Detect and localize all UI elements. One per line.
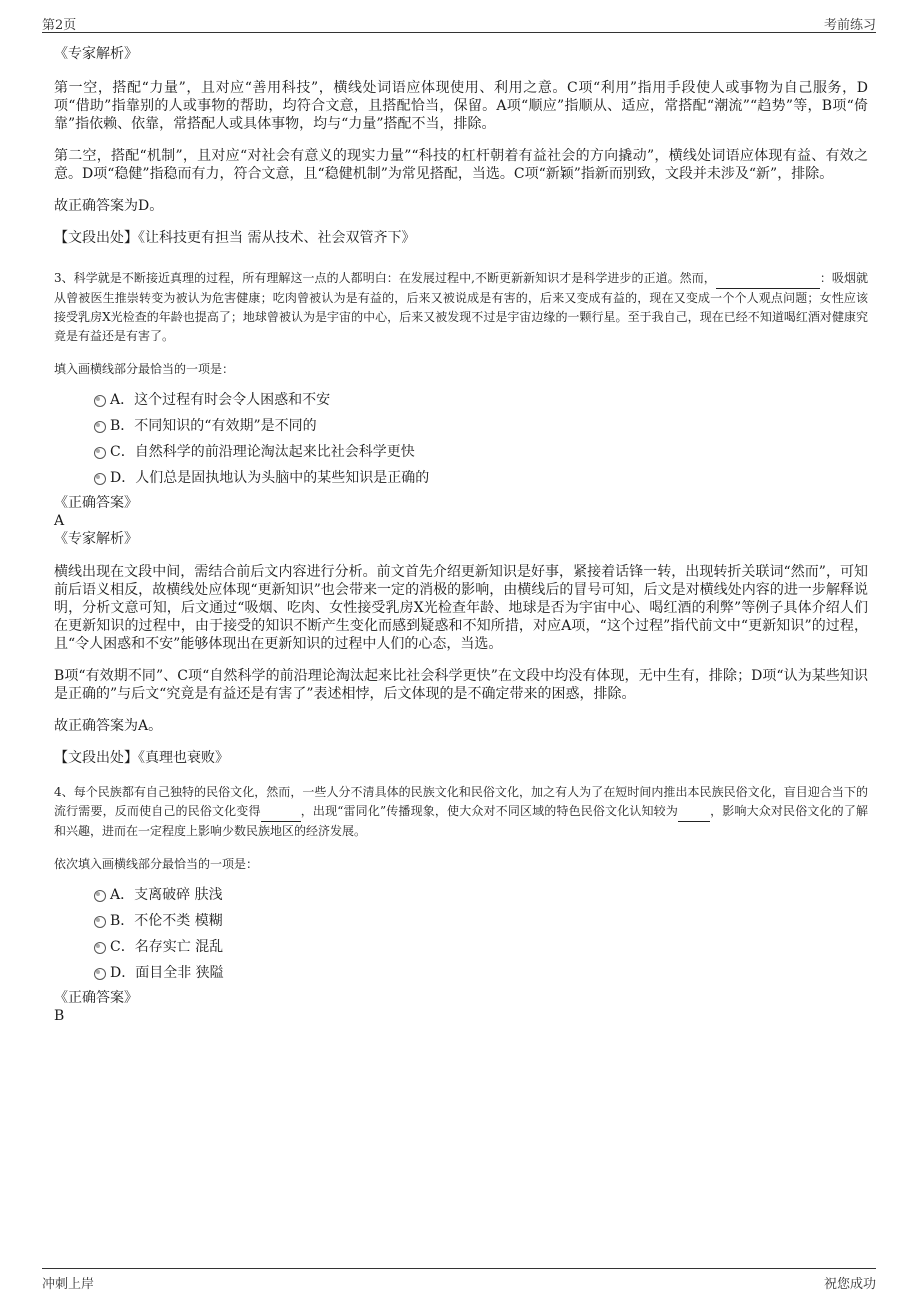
q3-option-d[interactable]: D．人们总是固执地认为头脑中的某些知识是正确的: [54, 468, 868, 494]
q2-analysis-p2: 第二空，搭配“机制”，且对应“对社会有意义的现实力量”“科技的杠杆朝着有益社会的方向撬动”，横线处词语应体现有益、有效之意。D项“稳健”指稳而有力，符合文意，且“稳健机制”为常见搭配，当选。C项“新颖”指新而别致，文段并未涉及“新”，排除。: [54, 148, 868, 182]
q4-stem-part3: ，影响大众对民俗文化的了解和兴趣，进而在一定程度上影响少数民族地区的经济发展。: [54, 804, 868, 838]
option-letter: B: [110, 913, 121, 929]
q4-stem-part1: 4、每个民族都有自己独特的民俗文化，然而，一些人分不清具体的民族文化和民俗文化，加之有人为了在短时间内推出本民族民俗文化，盲目迎合当下的流行需要，反而使自己的民俗文化变得: [54, 785, 868, 818]
q4-option-a[interactable]: A．支离破碎 肤浅: [54, 885, 868, 911]
radio-icon[interactable]: [94, 916, 106, 928]
q2-source: 【文段出处】《让科技更有担当 需从技术、社会双管齐下》: [54, 230, 416, 246]
option-text: 这个过程有时会令人困惑和不安: [134, 392, 331, 408]
q3-stem: [54, 269, 868, 346]
radio-icon[interactable]: [94, 395, 106, 407]
option-text: 自然科学的前沿理论淘汰起来比社会科学更快: [134, 444, 415, 460]
radio-icon[interactable]: [94, 473, 106, 485]
option-letter: A: [110, 887, 121, 903]
q3-option-c[interactable]: C．自然科学的前沿理论淘汰起来比社会科学更快: [54, 442, 868, 468]
q3-conclusion: 故正确答案为A。: [54, 718, 163, 734]
question-3: [54, 269, 868, 767]
q3-analysis-label: 《专家解析》: [54, 531, 138, 547]
option-letter: C: [110, 939, 121, 955]
main-content: [54, 44, 868, 1025]
q4-blank-2: [678, 802, 710, 822]
option-text: 不同知识的“有效期”是不同的: [134, 418, 317, 434]
radio-icon[interactable]: [94, 968, 106, 980]
option-letter: B: [110, 418, 121, 434]
page-footer: [42, 1268, 876, 1293]
option-text: 不伦不类 模糊: [134, 913, 223, 929]
q3-analysis-p1: 横线出现在文段中间，需结合前后文内容进行分析。前文首先介绍更新知识是好事，紧接着话锋一转，出现转折关联词“然而”，可知前后语义相反，故横线处应体现“更新知识”也会带来一定的消极的影响，由横线后的冒号可知，后文是对横线处内容的进一步解释说明，分析文意可知，后文通过“吸烟、吃肉、女性接受乳房X光检查年龄、地球是否为宇宙中心、喝红酒的利弊”等例子具体介绍人们在更新知识的过程中，由于接受的知识不断产生变化而感到疑惑和不知所措，对应A项，“这个过程”指代前文中“更新知识”的过程，且“令人困惑和不安”能够体现出在更新知识的过程中人们的心态，当选。: [54, 564, 868, 652]
q4-option-b[interactable]: B．不伦不类 模糊: [54, 911, 868, 937]
q2-analysis-label: 《专家解析》: [54, 46, 138, 62]
option-letter: D: [110, 965, 122, 981]
q3-prompt: 填入画横线部分最恰当的一项是：: [54, 362, 235, 376]
option-text: 人们总是固执地认为头脑中的某些知识是正确的: [135, 470, 430, 486]
q4-option-d[interactable]: D．面目全非 狭隘: [54, 963, 868, 989]
q4-answer: B: [54, 1008, 65, 1024]
option-letter: A: [110, 392, 121, 408]
q3-option-b[interactable]: B．不同知识的“有效期”是不同的: [54, 416, 868, 442]
page-number: 第2页: [42, 18, 77, 33]
option-text: 名存实亡 混乱: [134, 939, 224, 955]
q4-stem: [54, 783, 868, 841]
q4-options: [54, 885, 868, 989]
radio-icon[interactable]: [94, 447, 106, 459]
footer-left-text: 冲刺上岸: [42, 1277, 95, 1292]
q3-stem-part2: ：吸烟就从曾被医生推崇转变为被认为危害健康；吃肉曾被认为是有益的，后来又被说成是有害的，后来又变成有益的，现在又变成一个个人观点问题；女性应该接受乳房X光检查的年龄也提高了；地球曾被认为是宇宙的中心，后来又被发现不过是宇宙边缘的一颗行星。至于我自己，现在已经不知道喝红酒对健康究竟是有益还是有害了。: [54, 271, 868, 343]
q3-source: 【文段出处】《真理也衰败》: [54, 750, 229, 766]
q4-option-c[interactable]: C．名存实亡 混乱: [54, 937, 868, 963]
q2-conclusion: 故正确答案为D。: [54, 198, 164, 214]
page-header: [42, 12, 876, 33]
q3-stem-part1: 3、科学就是不断接近真理的过程，所有理解这一点的人都明白：在发展过程中,不断更新新知识才是科学进步的正道。然而，: [54, 271, 716, 285]
q4-answer-label: 《正确答案》: [54, 990, 138, 1006]
q3-options: [54, 390, 868, 494]
footer-right-text: 祝您成功: [823, 1277, 876, 1292]
option-text: 支离破碎 肤浅: [134, 887, 223, 903]
option-letter: C: [110, 444, 121, 460]
q3-option-a[interactable]: A．这个过程有时会令人困惑和不安: [54, 390, 868, 416]
q2-analysis-p1: 第一空，搭配“力量”，且对应“善用科技”，横线处词语应体现使用、利用之意。C项“利用”指用手段使人或事物为自己服务，D项“借助”指靠别的人或事物的帮助，均符合文意，且搭配恰当，保留。A项“顺应”指顺从、适应，常搭配“潮流”“趋势”等，B项“倚靠”指依赖、依靠，常搭配人或具体事物，均与“力量”搭配不当，排除。: [54, 80, 868, 132]
radio-icon[interactable]: [94, 890, 106, 902]
q4-stem-part2: ，出现“雷同化”传播现象，使大众对不同区域的特色民俗文化认知较为: [300, 804, 678, 818]
q3-answer: A: [54, 513, 65, 529]
radio-icon[interactable]: [94, 942, 106, 954]
q3-blank: [716, 269, 820, 289]
q4-prompt: 依次填入画横线部分最恰当的一项是：: [54, 857, 259, 871]
question-4: [54, 783, 868, 1025]
q3-analysis-p2: B项“有效期不同”、C项“自然科学的前沿理论淘汰起来比社会科学更快”在文段中均没有体现，无中生有，排除；D项“认为某些知识是正确的”与后文“究竟是有益还是有害了”表述相悖，后文体现的是不确定带来的困惑，排除。: [54, 668, 868, 702]
option-letter: D: [110, 470, 122, 486]
q3-answer-label: 《正确答案》: [54, 495, 138, 511]
option-text: 面目全非 狭隘: [135, 965, 224, 981]
q4-blank-1: [261, 802, 301, 822]
radio-icon[interactable]: [94, 421, 106, 433]
header-title: 考前练习: [823, 18, 876, 33]
